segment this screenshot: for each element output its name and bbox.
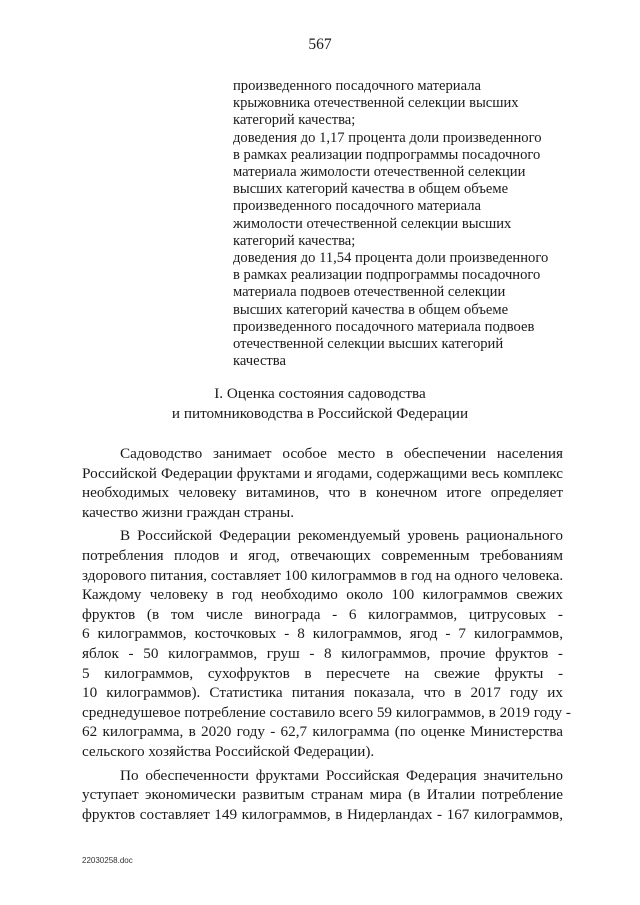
indented-text-line: произведенного посадочного материала подвоев — [233, 318, 535, 335]
indented-text-line: категорий качества; — [233, 232, 356, 249]
body-text-line: Каждому человеку в год необходимо около 100 килограммов свежих — [82, 586, 563, 604]
body-text-line: среднедушевое потребление составило всего 59 килограммов, в 2019 году - — [82, 703, 571, 721]
body-text-line: фруктов составляет 149 килограммов, в Нидерландах - 167 килограммов, — [82, 805, 563, 823]
body-text-line: В Российской Федерации рекомендуемый уровень рационального — [120, 527, 563, 545]
indented-text-line: высших категорий качества в общем объеме — [233, 181, 509, 198]
body-text-line: Российской Федерации фруктами и ягодами, содержащими весь комплекс — [82, 464, 563, 482]
indented-text-line: высших категорий качества в общем объеме — [233, 301, 509, 318]
indented-text-line: отечественной селекции высших категорий — [233, 336, 504, 353]
section-heading-line-2: и питомниководства в Российской Федерации — [171, 405, 469, 422]
body-paragraph — [82, 766, 563, 825]
page-number: 567 — [308, 36, 332, 53]
body-paragraph — [82, 526, 571, 761]
body-text-line: 5 килограммов, сухофруктов в пересчете на свежие фрукты - — [82, 664, 563, 682]
indented-text-line: жимолости отечественной селекции высших — [233, 215, 512, 232]
body-text-line: По обеспеченности фруктами Российская Федерация значительно — [120, 766, 563, 784]
body-text-line: фруктов (в том числе винограда - 6 килограммов, цитрусовых - — [82, 605, 563, 623]
indented-text-line: произведенного посадочного материала — [233, 198, 481, 215]
indented-text-line: произведенного посадочного материала — [233, 78, 481, 94]
indented-text-line: доведения до 1,17 процента доли произведенного — [233, 129, 542, 146]
body-text-line: качество жизни граждан страны. — [82, 503, 295, 521]
body-text — [82, 444, 571, 824]
indented-list-continuation — [233, 78, 573, 370]
indented-text-line: доведения до 11,54 процента доли произведенного — [233, 250, 549, 267]
section-heading — [0, 384, 640, 424]
body-text-line: 10 килограммов). Статистика питания показала, что в 2017 году их — [82, 684, 563, 702]
indented-text-line: качества — [233, 353, 286, 370]
document-footer-code: 22030258.doc — [82, 856, 133, 865]
indented-text-line: материала подвоев отечественной селекции — [233, 284, 506, 301]
body-text-line: необходимых человеку витаминов, что в конечном итоге определяет — [82, 484, 563, 502]
body-text-line: уступает экономически развитым странам мира (в Италии потребление — [82, 786, 563, 804]
indented-text-line: в рамках реализации подпрограммы посадочного — [233, 267, 541, 284]
indented-text-line: материала жимолости отечественной селекции — [233, 164, 526, 181]
body-text-line: 62 килограмма, в 2020 году - 62,7 килограмма (по оценке Министерства — [82, 723, 563, 741]
body-text-line: яблок - 50 килограммов, груш - 8 килограммов, прочие фруктов - — [82, 644, 563, 662]
body-paragraph — [82, 444, 563, 522]
indented-text-line: крыжовника отечественной селекции высших — [233, 95, 519, 112]
indented-text-line: категорий качества; — [233, 112, 356, 129]
body-text-line: Садоводство занимает особое место в обеспечении населения — [120, 445, 563, 462]
body-text-line: потребления плодов и ягод, отвечающих современным требованиям — [82, 546, 563, 564]
body-text-line: 6 килограммов, косточковых - 8 килограммов, ягод - 7 килограммов, — [82, 625, 563, 643]
body-text-line: сельского хозяйства Российской Федерации). — [82, 742, 375, 760]
section-heading-line-1: I. Оценка состояния садоводства — [214, 385, 426, 402]
body-text-line: здорового питания, составляет 100 килограммов в год на одного человека. — [82, 566, 564, 584]
indented-text-line: в рамках реализации подпрограммы посадочного — [233, 146, 541, 163]
